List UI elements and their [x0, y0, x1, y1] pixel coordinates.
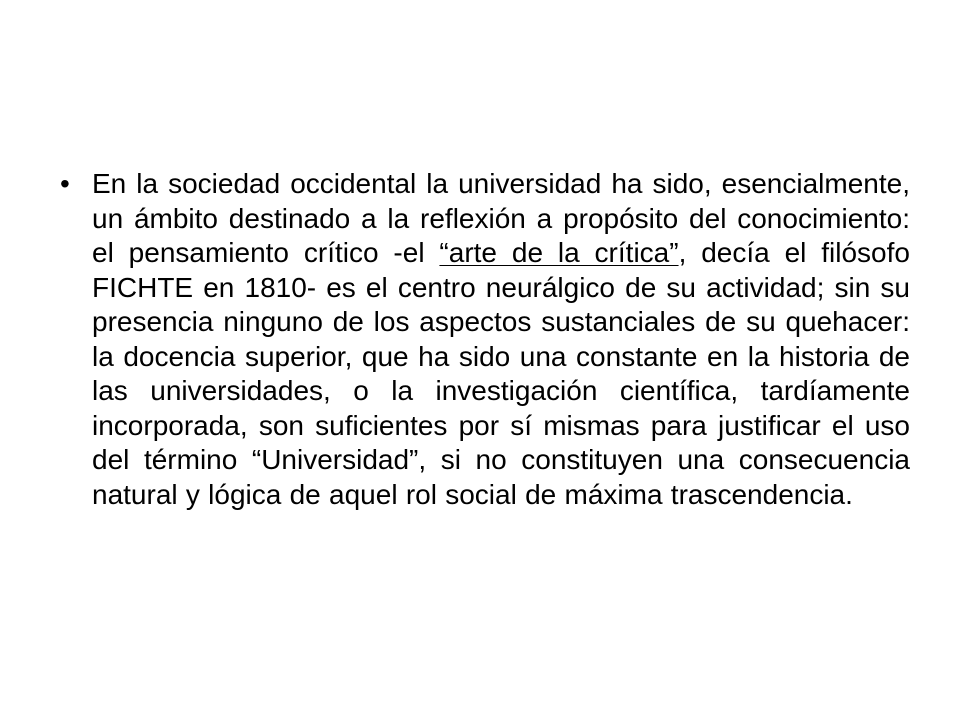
underlined-quote: “arte de la crítica”	[439, 237, 679, 268]
bullet-item	[60, 167, 910, 512]
paragraph-text-end: , decía el filósofo FICHTE en 1810- es el centro neurálgico de su actividad; sin su presencia ninguno de los aspectos sustanciales de su quehacer: la docencia superior, que ha sido una constante en la historia de las universidades, o la investigación científica, tardíamente incorporada, son suficientes por sí mismas para justificar el uso del término “Universidad”, si no constituyen una consecuencia natural y lógica de aquel rol social de máxima trascendencia.	[92, 237, 910, 510]
paragraph-text-start: En la sociedad occidental la universidad ha sido, esencialmente, un ámbito destinado a la reflexión a propósito del conocimiento: el pensamiento crítico -el	[92, 168, 910, 268]
bullet-paragraph	[92, 167, 910, 512]
bullet-icon: •	[60, 168, 70, 199]
